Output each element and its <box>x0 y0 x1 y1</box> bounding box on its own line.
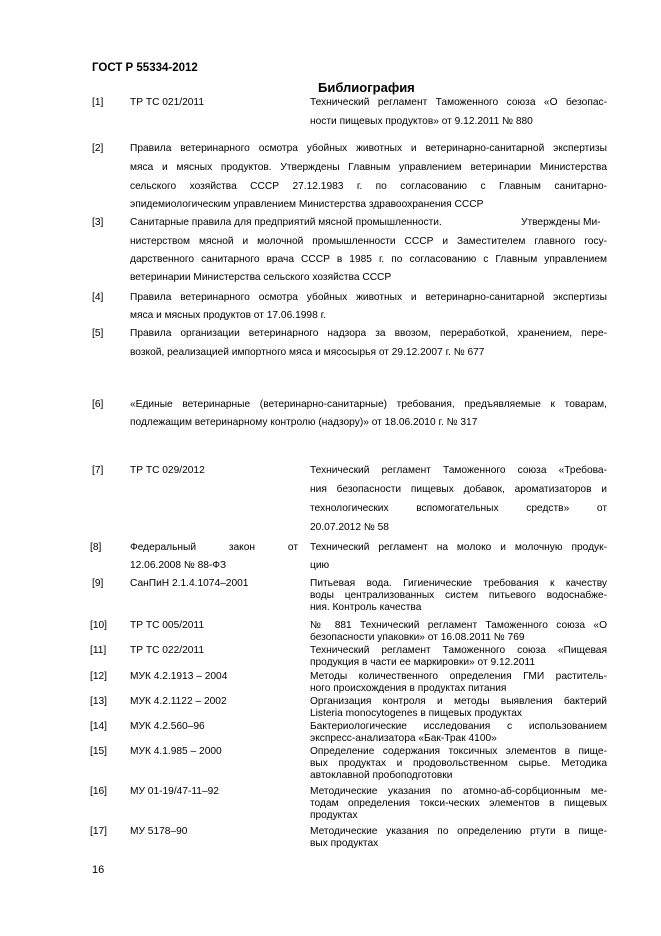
ref-line: «Единые ветеринарные (ветеринарно-санитарные) требования, предъявляемые к товарам, <box>130 399 607 410</box>
ref-line: Технический регламент Таможенного союза «Пищевая <box>310 645 607 656</box>
ref-line: Правила ветеринарного осмотра убойных животных и ветеринарно-санитарной экспертизы <box>130 292 607 303</box>
ref-line: Технический регламент Таможенного союза «О безопас- <box>310 97 607 108</box>
ref-line: автоклавной пробоподготовки <box>310 770 453 781</box>
ref-code: СанПиН 2.1.4.1074–2001 <box>130 578 249 589</box>
ref-line: Listeria monocytogenes в пищевых продуктах <box>310 708 523 719</box>
ref-number: [4] <box>92 292 104 303</box>
ref-line: Бактериологические исследования с использованием <box>310 721 607 732</box>
ref-line: ветеринарии Министерства сельского хозяйства СССР <box>130 272 392 283</box>
ref-line: нистерством мясной и молочной промышленности СССР и Заместителем главного госу- <box>130 236 607 247</box>
ref-line: Организация контроля и методы выявления бактерий <box>310 696 607 707</box>
ref-line: технологических вспомогательных средств» от <box>310 503 607 514</box>
ref-line: ния. Контроль качества <box>310 602 422 613</box>
document-header: ГОСТ Р 55334-2012 <box>92 62 198 74</box>
ref-line: Методы количественного определения ГМИ раститель- <box>310 671 607 682</box>
ref-line: вых продуктах и продовольственном сырье. Методика <box>310 758 607 769</box>
ref-line: эпидемиологическим управлением Министерства здравоохранения СССР <box>130 199 484 210</box>
ref-code: МУК 4.2.1913 – 2004 <box>130 671 228 682</box>
ref-number: [16] <box>90 786 107 797</box>
ref-number: [12] <box>90 671 107 682</box>
ref-code: 12.06.2008 № 88-ФЗ <box>130 560 227 571</box>
ref-line: вых продуктах <box>310 838 379 849</box>
ref-line: экспресс-анализатора «Бак-Трак 4100» <box>310 733 497 744</box>
ref-line: тодам определения токси-ческих элементов в пищевых <box>310 798 607 809</box>
ref-line: Утверждены Ми- <box>521 217 601 228</box>
ref-line: Методические указания по определению ртути в пище- <box>310 826 607 837</box>
ref-number: [13] <box>90 696 107 707</box>
ref-line: продуктах <box>310 810 358 821</box>
ref-line: 20.07.2012 № 58 <box>310 522 389 533</box>
ref-line: ного происхождения в продуктах питания <box>310 683 507 694</box>
ref-number: [3] <box>92 217 104 228</box>
ref-number: [9] <box>92 578 104 589</box>
ref-line: ния безопасности пищевых добавок, ароматизаторов и <box>310 484 607 495</box>
ref-number: [14] <box>90 721 107 732</box>
ref-number: [15] <box>90 746 107 757</box>
ref-code: ТР ТС 021/2011 <box>130 97 204 108</box>
ref-line: возкой, реализацией импортного мяса и мясосырья от 29.12.2007 г. № 677 <box>130 347 485 358</box>
ref-line: Питьевая вода. Гигиенические требования к качеству <box>310 578 607 589</box>
ref-line: Технический регламент на молоко и молочную продук- <box>310 542 607 553</box>
ref-line: ности пищевых продуктов» от 9.12.2011 № 880 <box>310 116 533 127</box>
ref-line: Санитарные правила для предприятий мясной промышленности. <box>130 217 442 228</box>
ref-code: Федеральный закон от <box>130 542 298 553</box>
ref-line: безопасности упаковки» от 16.08.2011 № 769 <box>310 632 525 643</box>
ref-line: № 881 Технический регламент Таможенного союза «О <box>310 620 607 631</box>
ref-line: подлежащим ветеринарному контролю (надзору)» от 18.06.2010 г. № 317 <box>130 417 478 428</box>
ref-code: МУК 4.2.1122 – 2002 <box>130 696 227 707</box>
ref-number: [7] <box>92 465 104 476</box>
ref-number: [10] <box>90 620 107 631</box>
ref-code: МУК 4.1.985 – 2000 <box>130 746 222 757</box>
ref-line: Правила ветеринарного осмотра убойных животных и ветеринарно-санитарной экспертизы <box>130 143 607 154</box>
ref-number: [5] <box>92 328 104 339</box>
ref-line: Правила организации ветеринарного надзора за ввозом, переработкой, хранением, пере- <box>130 328 607 339</box>
ref-line: мяса и мясных продуктов от 17.06.1998 г. <box>130 310 326 321</box>
page-number: 16 <box>92 864 105 876</box>
ref-line: воды централизованных систем питьевого водоснабже- <box>310 590 607 601</box>
page-title: Библиография <box>318 80 415 95</box>
ref-code: ТР ТС 005/2011 <box>130 620 204 631</box>
ref-line: продукция в части ее маркировки» от 9.12.2011 <box>310 657 536 668</box>
ref-code: МУК 4.2.560–96 <box>130 721 205 732</box>
ref-number: [1] <box>92 97 104 108</box>
ref-number: [17] <box>90 826 107 837</box>
ref-line: Определение содержания токсичных элементов в пище- <box>310 746 607 757</box>
ref-code: ТР ТС 022/2011 <box>130 645 204 656</box>
ref-code: МУ 5178–90 <box>130 826 188 837</box>
ref-code: ТР ТС 029/2012 <box>130 465 205 476</box>
ref-number: [2] <box>92 143 104 154</box>
ref-line: дарственного санитарного врача СССР в 1985 г. по согласованию с Главным управлением <box>130 254 607 265</box>
ref-number: [6] <box>92 399 104 410</box>
ref-line: сельского хозяйства СССР 27.12.1983 г. по согласованию с Главным санитарно- <box>130 181 607 192</box>
ref-number: [8] <box>90 542 102 553</box>
ref-code: МУ 01-19/47-11–92 <box>130 786 219 797</box>
ref-line: Методические указания по атомно-аб-сорбционным ме- <box>310 786 607 797</box>
ref-line: Технический регламент Таможенного союза «Требова- <box>310 465 607 476</box>
ref-line: цию <box>310 560 330 571</box>
ref-line: мяса и мясных продуктов. Утверждены Главным управлением ветеринарии Министерства <box>130 162 607 173</box>
ref-number: [11] <box>90 645 107 656</box>
